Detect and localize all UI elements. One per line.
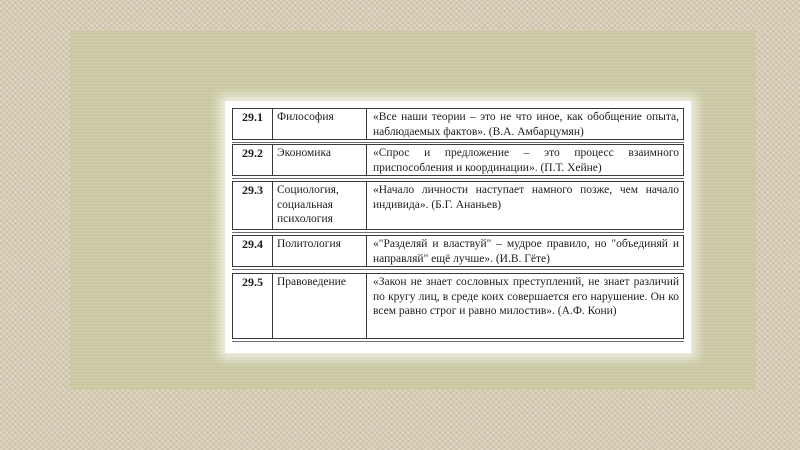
row-discipline: Философия bbox=[273, 109, 367, 139]
table-row bbox=[232, 108, 684, 140]
row-quote: «Начало личности наступает намного позже, чем начало индивида». (Б.Г. Ананьев) bbox=[373, 184, 679, 211]
slide-background bbox=[70, 31, 756, 390]
row-discipline: Правоведение bbox=[273, 274, 367, 338]
table-row bbox=[232, 273, 684, 339]
row-number: 29.5 bbox=[233, 274, 273, 338]
row-number: 29.2 bbox=[233, 145, 273, 175]
table-row bbox=[232, 235, 684, 267]
row-discipline: Экономика bbox=[273, 145, 367, 175]
row-discipline: Социология, социальная психология bbox=[273, 182, 367, 229]
row-number: 29.3 bbox=[233, 182, 273, 229]
table-row bbox=[232, 181, 684, 230]
row-number: 29.4 bbox=[233, 236, 273, 266]
row-discipline: Политология bbox=[273, 236, 367, 266]
table-row bbox=[232, 144, 684, 176]
row-number: 29.1 bbox=[233, 109, 273, 139]
document-table bbox=[225, 101, 691, 353]
row-quote: «Все наши теории – это не что иное, как обобщение опыта, наблюдаемых фактов». (В.А. Амбарцумян) bbox=[373, 111, 679, 138]
row-quote: «Спрос и предложение – это процесс взаимного приспособления и координации». (П.Т. Хейне) bbox=[373, 147, 679, 174]
row-quote: «"Разделяй и властвуй" – мудрое правило, но "объединяй и направляй" ещё лучше». (И.В. Гёте) bbox=[373, 238, 679, 265]
row-quote: «Закон не знает сословных преступлений, не знает различий по кругу лиц, в среде коих совершается его нарушение. Он ко всем равно строг и равно милостив». (А.Ф. Кони) bbox=[373, 276, 679, 317]
